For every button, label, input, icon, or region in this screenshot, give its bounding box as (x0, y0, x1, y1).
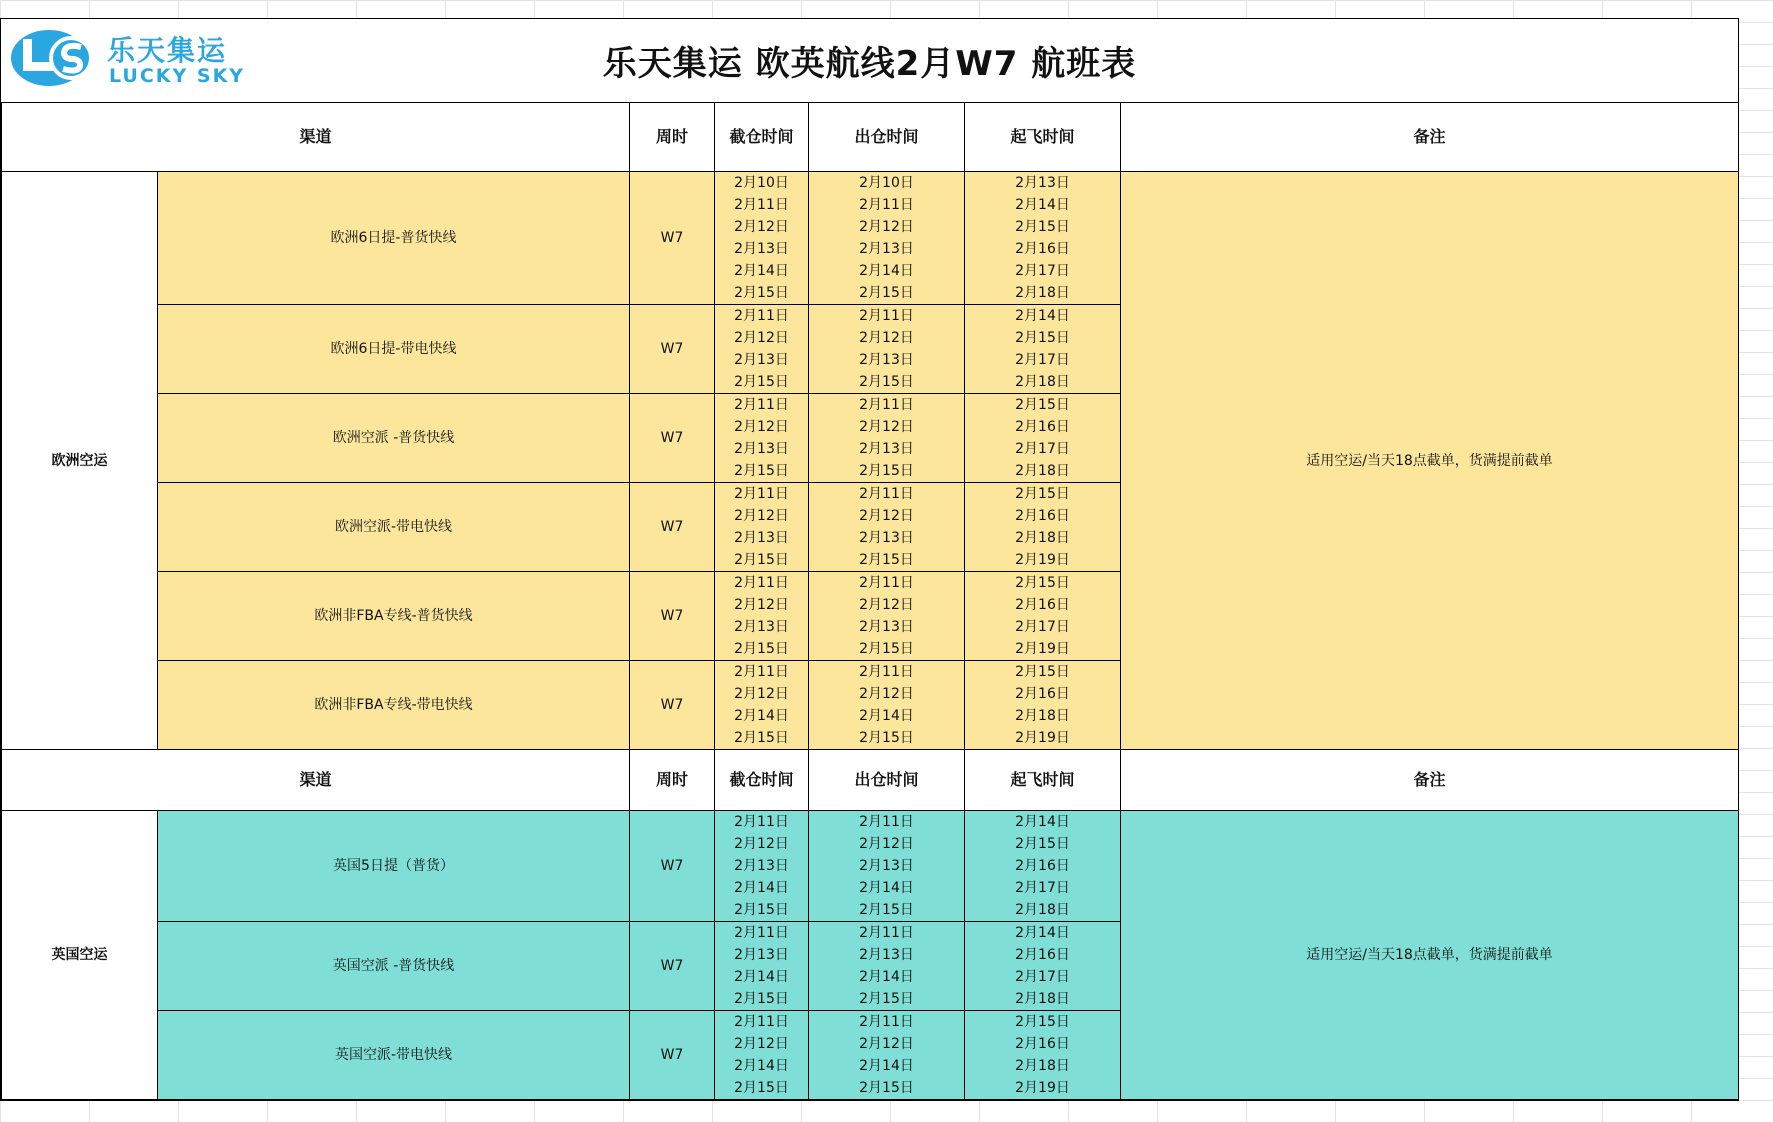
header-depart: 起飞时间 (965, 103, 1121, 172)
date-value: 2月14日 (734, 880, 789, 896)
date-value: 2月14日 (734, 1058, 789, 1074)
date-value: 2月18日 (1015, 1058, 1070, 1074)
date-value: 2月13日 (734, 530, 789, 546)
channel-name: 欧洲空派 -普货快线 (158, 394, 630, 483)
date-value: 2月15日 (734, 991, 789, 1007)
date-value: 2月11日 (734, 308, 789, 324)
cutoff-dates (715, 811, 809, 922)
date-value: 2月11日 (734, 814, 789, 830)
date-value: 2月18日 (1015, 463, 1070, 479)
date-value: 2月12日 (734, 330, 789, 346)
date-value: 2月12日 (859, 330, 914, 346)
date-value: 2月13日 (859, 352, 914, 368)
date-value: 2月11日 (859, 486, 914, 502)
date-value: 2月17日 (1015, 352, 1070, 368)
date-value: 2月19日 (1015, 552, 1070, 568)
date-value: 2月15日 (734, 902, 789, 918)
date-value: 2月12日 (734, 419, 789, 435)
depart-dates (965, 1011, 1121, 1100)
date-value: 2月15日 (734, 463, 789, 479)
schedule-table (1, 102, 1739, 1100)
date-value: 2月17日 (1015, 619, 1070, 635)
outbound-dates (809, 1011, 965, 1100)
date-value: 2月13日 (859, 947, 914, 963)
cutoff-dates (715, 172, 809, 305)
week-value: W7 (630, 483, 715, 572)
date-value: 2月17日 (1015, 880, 1070, 896)
date-value: 2月13日 (734, 352, 789, 368)
date-value: 2月11日 (734, 664, 789, 680)
date-value: 2月16日 (1015, 241, 1070, 257)
header-outbound: 出仓时间 (809, 103, 965, 172)
date-value: 2月15日 (859, 641, 914, 657)
date-value: 2月12日 (734, 1036, 789, 1052)
date-value: 2月11日 (859, 197, 914, 213)
date-value: 2月17日 (1015, 969, 1070, 985)
date-value: 2月11日 (859, 814, 914, 830)
date-value: 2月14日 (1015, 308, 1070, 324)
date-value: 2月12日 (859, 219, 914, 235)
date-value: 2月14日 (734, 708, 789, 724)
date-value: 2月11日 (859, 664, 914, 680)
week-value: W7 (630, 661, 715, 750)
date-value: 2月14日 (859, 969, 914, 985)
date-value: 2月15日 (1015, 397, 1070, 413)
depart-dates (965, 305, 1121, 394)
depart-dates (965, 172, 1121, 305)
depart-dates (965, 811, 1121, 922)
date-value: 2月13日 (859, 858, 914, 874)
date-value: 2月19日 (1015, 1080, 1070, 1096)
date-value: 2月16日 (1015, 508, 1070, 524)
channel-name: 英国5日提（普货） (158, 811, 630, 922)
date-value: 2月15日 (1015, 219, 1070, 235)
date-value: 2月13日 (734, 619, 789, 635)
date-value: 2月13日 (1015, 175, 1070, 191)
cutoff-dates (715, 922, 809, 1011)
channel-name: 欧洲空派-带电快线 (158, 483, 630, 572)
date-value: 2月15日 (859, 1080, 914, 1096)
outbound-dates (809, 394, 965, 483)
week-value: W7 (630, 394, 715, 483)
date-value: 2月13日 (859, 241, 914, 257)
date-value: 2月18日 (1015, 285, 1070, 301)
outbound-dates (809, 922, 965, 1011)
schedule-sheet (0, 18, 1739, 1101)
date-value: 2月15日 (734, 374, 789, 390)
date-value: 2月12日 (859, 836, 914, 852)
date-value: 2月10日 (734, 175, 789, 191)
depart-dates (965, 922, 1121, 1011)
date-value: 2月15日 (859, 463, 914, 479)
date-value: 2月19日 (1015, 730, 1070, 746)
date-value: 2月14日 (1015, 197, 1070, 213)
date-value: 2月10日 (859, 175, 914, 191)
outbound-dates (809, 811, 965, 922)
date-value: 2月13日 (734, 858, 789, 874)
week-value: W7 (630, 572, 715, 661)
header-channel: 渠道 (2, 750, 630, 811)
date-value: 2月12日 (734, 597, 789, 613)
date-value: 2月17日 (1015, 441, 1070, 457)
cutoff-dates (715, 1011, 809, 1100)
date-value: 2月11日 (734, 197, 789, 213)
date-value: 2月15日 (1015, 1014, 1070, 1030)
header-cutoff: 截仓时间 (715, 103, 809, 172)
date-value: 2月16日 (1015, 686, 1070, 702)
date-value: 2月16日 (1015, 947, 1070, 963)
date-value: 2月15日 (734, 552, 789, 568)
header-week: 周时 (630, 103, 715, 172)
date-value: 2月13日 (859, 530, 914, 546)
date-value: 2月15日 (734, 730, 789, 746)
week-value: W7 (630, 1011, 715, 1100)
date-value: 2月18日 (1015, 374, 1070, 390)
date-value: 2月18日 (1015, 991, 1070, 1007)
date-value: 2月11日 (859, 308, 914, 324)
date-value: 2月15日 (859, 374, 914, 390)
date-value: 2月15日 (734, 1080, 789, 1096)
channel-name: 欧洲非FBA专线-带电快线 (158, 661, 630, 750)
date-value: 2月14日 (734, 969, 789, 985)
date-value: 2月18日 (1015, 902, 1070, 918)
header-remark: 备注 (1121, 750, 1739, 811)
date-value: 2月11日 (859, 925, 914, 941)
date-value: 2月16日 (1015, 858, 1070, 874)
date-value: 2月14日 (859, 1058, 914, 1074)
date-value: 2月18日 (1015, 530, 1070, 546)
date-value: 2月17日 (1015, 263, 1070, 279)
cutoff-dates (715, 572, 809, 661)
header-week: 周时 (630, 750, 715, 811)
date-value: 2月13日 (734, 947, 789, 963)
date-value: 2月12日 (734, 686, 789, 702)
table-row (2, 172, 1739, 305)
date-value: 2月16日 (1015, 1036, 1070, 1052)
date-value: 2月15日 (859, 902, 914, 918)
date-value: 2月12日 (859, 1036, 914, 1052)
date-value: 2月14日 (1015, 925, 1070, 941)
header-depart: 起飞时间 (965, 750, 1121, 811)
cutoff-dates (715, 661, 809, 750)
region-label: 欧洲空运 (2, 172, 158, 750)
header-row (2, 750, 1739, 811)
date-value: 2月16日 (1015, 419, 1070, 435)
date-value: 2月11日 (734, 575, 789, 591)
table-row (2, 811, 1739, 922)
header-channel: 渠道 (2, 103, 630, 172)
week-value: W7 (630, 172, 715, 305)
date-value: 2月12日 (859, 508, 914, 524)
date-value: 2月13日 (734, 441, 789, 457)
date-value: 2月15日 (859, 285, 914, 301)
remark-text: 适用空运/当天18点截单，货满提前截单 (1121, 172, 1739, 750)
channel-name: 欧洲非FBA专线-普货快线 (158, 572, 630, 661)
outbound-dates (809, 172, 965, 305)
date-value: 2月18日 (1015, 708, 1070, 724)
cutoff-dates (715, 305, 809, 394)
date-value: 2月13日 (859, 619, 914, 635)
date-value: 2月14日 (734, 263, 789, 279)
date-value: 2月12日 (859, 597, 914, 613)
header-remark: 备注 (1121, 103, 1739, 172)
page-title: 乐天集运 欧英航线2月W7 航班表 (602, 44, 1137, 84)
date-value: 2月14日 (859, 263, 914, 279)
date-value: 2月15日 (859, 730, 914, 746)
outbound-dates (809, 483, 965, 572)
date-value: 2月12日 (734, 508, 789, 524)
date-value: 2月15日 (1015, 486, 1070, 502)
remark-text: 适用空运/当天18点截单，货满提前截单 (1121, 811, 1739, 1100)
date-value: 2月14日 (1015, 814, 1070, 830)
date-value: 2月15日 (1015, 664, 1070, 680)
date-value: 2月15日 (859, 552, 914, 568)
week-value: W7 (630, 922, 715, 1011)
depart-dates (965, 483, 1121, 572)
date-value: 2月11日 (734, 1014, 789, 1030)
date-value: 2月15日 (1015, 575, 1070, 591)
date-value: 2月14日 (859, 708, 914, 724)
outbound-dates (809, 661, 965, 750)
date-value: 2月14日 (859, 880, 914, 896)
header-row (2, 103, 1739, 172)
date-value: 2月15日 (1015, 836, 1070, 852)
date-value: 2月11日 (859, 575, 914, 591)
date-value: 2月15日 (734, 285, 789, 301)
header-cutoff: 截仓时间 (715, 750, 809, 811)
date-value: 2月12日 (734, 219, 789, 235)
logo-chinese-text: 乐天集运 (107, 34, 228, 67)
date-value: 2月12日 (859, 419, 914, 435)
date-value: 2月12日 (734, 836, 789, 852)
date-value: 2月13日 (734, 241, 789, 257)
channel-name: 欧洲6日提-带电快线 (158, 305, 630, 394)
date-value: 2月16日 (1015, 597, 1070, 613)
channel-name: 欧洲6日提-普货快线 (158, 172, 630, 305)
date-value: 2月15日 (859, 991, 914, 1007)
cutoff-dates (715, 394, 809, 483)
cutoff-dates (715, 483, 809, 572)
date-value: 2月11日 (859, 1014, 914, 1030)
depart-dates (965, 394, 1121, 483)
depart-dates (965, 661, 1121, 750)
region-label: 英国空运 (2, 811, 158, 1100)
depart-dates (965, 572, 1121, 661)
outbound-dates (809, 305, 965, 394)
date-value: 2月15日 (734, 641, 789, 657)
outbound-dates (809, 572, 965, 661)
date-value: 2月11日 (734, 925, 789, 941)
date-value: 2月19日 (1015, 641, 1070, 657)
logo-english-text: LUCKY SKY (109, 65, 246, 87)
date-value: 2月11日 (734, 486, 789, 502)
channel-name: 英国空派-带电快线 (158, 1011, 630, 1100)
channel-name: 英国空派 -普货快线 (158, 922, 630, 1011)
title-row (1, 19, 1738, 103)
date-value: 2月13日 (859, 441, 914, 457)
week-value: W7 (630, 811, 715, 922)
week-value: W7 (630, 305, 715, 394)
date-value: 2月12日 (859, 686, 914, 702)
date-value: 2月11日 (734, 397, 789, 413)
date-value: 2月15日 (1015, 330, 1070, 346)
header-outbound: 出仓时间 (809, 750, 965, 811)
date-value: 2月11日 (859, 397, 914, 413)
